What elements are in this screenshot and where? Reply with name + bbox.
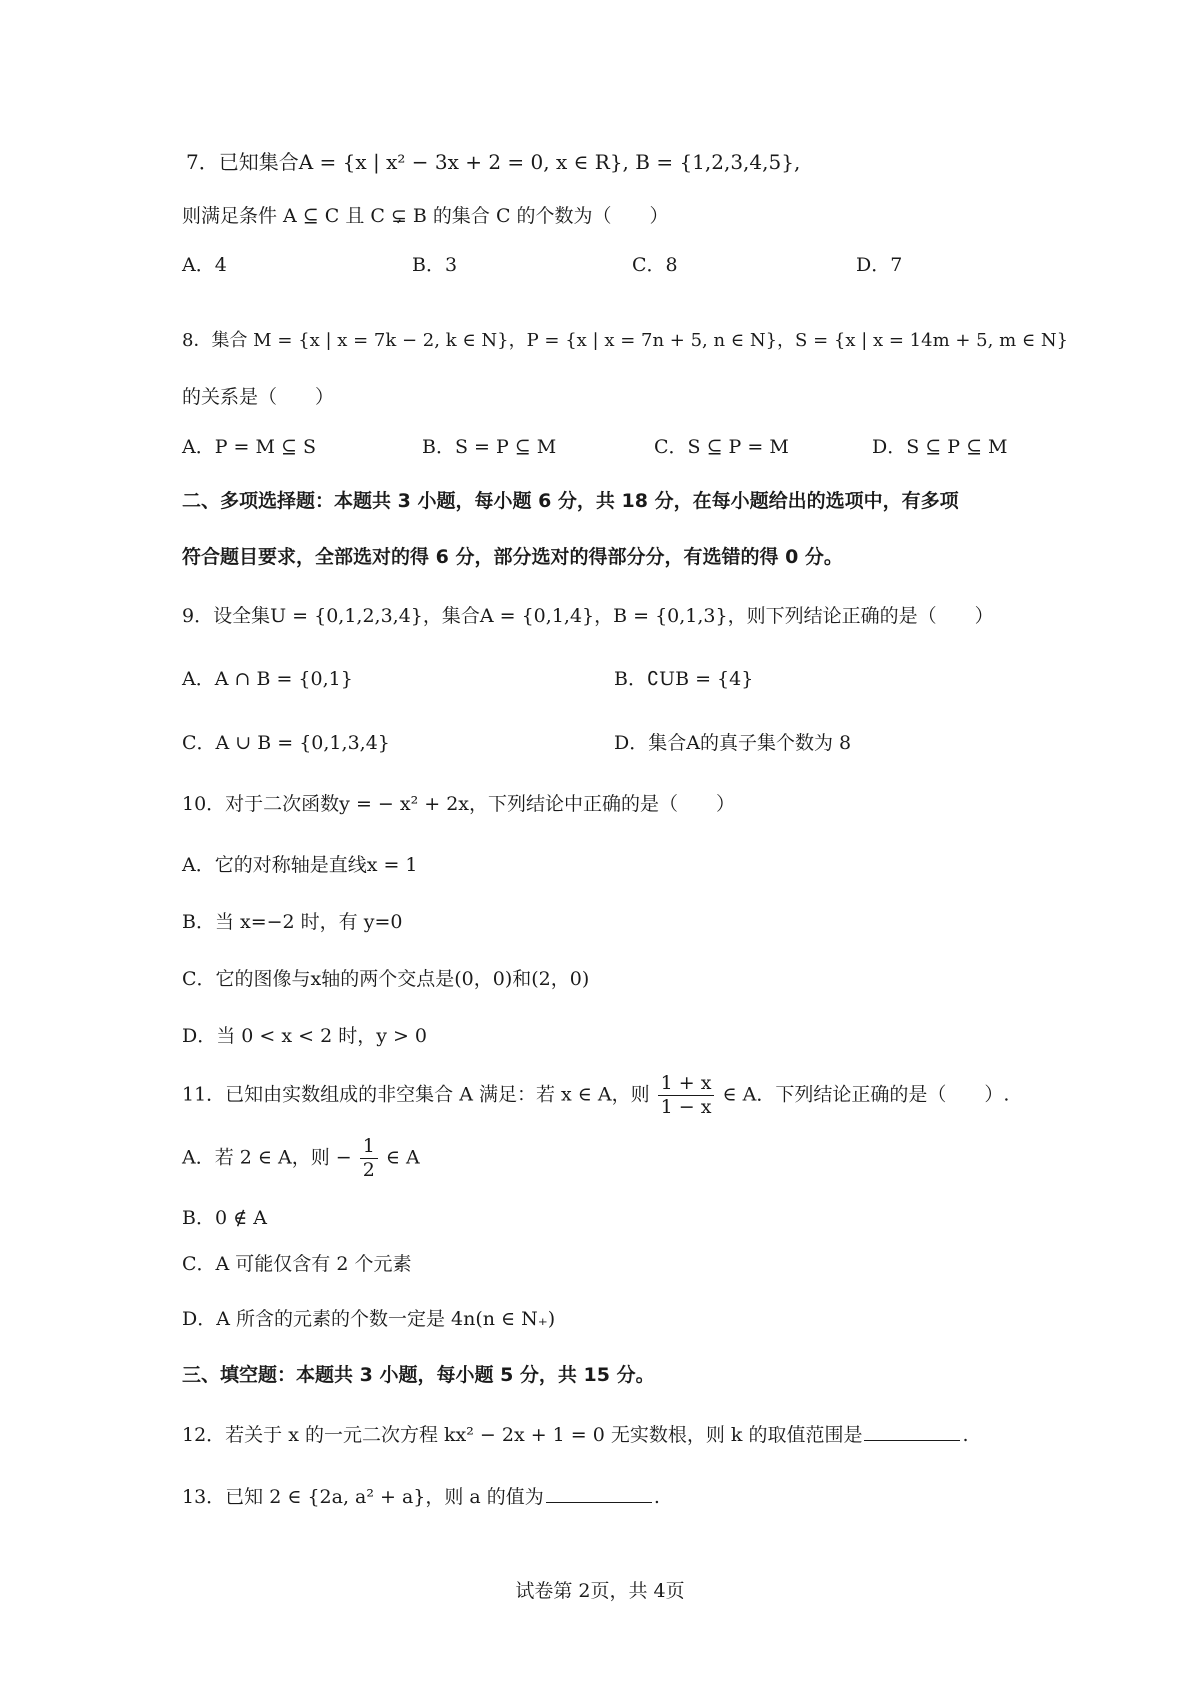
q12-answer-blank[interactable] [864,1422,960,1441]
q13-stem-post: . [653,1486,660,1508]
q11-option-a-pre: A．若 2 ∈ A，则 − [182,1146,352,1169]
section3-heading: 三、填空题：本题共 3 小题，每小题 5 分，共 15 分。 [182,1364,655,1386]
q11-fraction [658,1072,715,1119]
page-footer: 试卷第 2页，共 4页 [515,1580,685,1602]
q9-stem: 9．设全集U = {0,1,2,3,4}，集合A = {0,1,4}，B = {0,1,3}，则下列结论正确的是（ ） [182,605,994,627]
q7-stem-line2: 则满足条件 A ⊆ C 且 C ⊊ B 的集合 C 的个数为（ ） [182,205,669,227]
q11-option-d: D．A 所含的元素的个数一定是 4n(n ∈ N₊) [182,1308,556,1330]
q9-option-a: A．A ∩ B = {0,1} [182,668,353,690]
q7-option-a: A．4 [182,254,227,276]
q8-option-b: B．S = P ⊆ M [422,436,557,458]
q10-option-a: A．它的对称轴是直线x = 1 [182,854,418,876]
q12-stem-post: . [962,1424,969,1446]
q11-option-a-denominator: 2 [362,1158,375,1181]
q11-option-a-numerator: 1 [360,1135,378,1159]
q11-option-a [182,1135,420,1182]
q7-option-c: C．8 [632,254,678,276]
q11-option-a-post: ∈ A [385,1146,420,1169]
q13-stem-pre: 13．已知 2 ∈ {2a, a² + a}，则 a 的值为 [182,1486,544,1508]
q11-fraction-denominator: 1 − x [660,1095,712,1118]
q10-stem: 10．对于二次函数y = − x² + 2x，下列结论中正确的是（ ） [182,793,736,815]
q11-fraction-numerator: 1 + x [658,1072,715,1096]
q11-stem-post: ∈ A．下列结论正确的是（ ）. [722,1083,1010,1106]
section2-heading-line2: 符合题目要求，全部选对的得 6 分，部分选对的得部分分，有选错的得 0 分。 [182,546,843,568]
q12-stem-pre: 12．若关于 x 的一元二次方程 kx² − 2x + 1 = 0 无实数根，则 k 的取值范围是 [182,1424,863,1446]
q9-option-c: C．A ∪ B = {0,1,3,4} [182,732,390,754]
q12-stem [182,1422,969,1447]
q8-option-d: D．S ⊆ P ⊆ M [872,436,1008,458]
q9-option-b: B．∁UB = {4} [614,668,754,690]
q11-option-a-fraction [360,1135,378,1182]
q11-option-c: C．A 可能仅含有 2 个元素 [182,1253,412,1275]
section2-heading-line1: 二、多项选择题：本题共 3 小题，每小题 6 分，共 18 分，在每小题给出的选项中，有多项 [182,490,959,512]
q8-stem-line1: 8．集合 M = {x | x = 7k − 2, k ∈ N}，P = {x | x = 7n + 5, n ∈ N}，S = {x | x = 14m + 5, m ∈ N} [182,330,1069,351]
q10-option-b: B．当 x=−2 时，有 y=0 [182,911,403,933]
q11-stem-pre: 11．已知由实数组成的非空集合 A 满足：若 x ∈ A，则 [182,1083,650,1106]
q7-option-b: B．3 [412,254,458,276]
q10-option-c: C．它的图像与x轴的两个交点是(0，0)和(2，0) [182,968,590,990]
q13-answer-blank[interactable] [546,1484,652,1503]
q8-option-c: C．S ⊆ P = M [654,436,789,458]
q8-stem-line2: 的关系是（ ） [182,386,335,408]
q11-stem [182,1072,1009,1119]
q8-option-a: A．P = M ⊆ S [182,436,316,458]
q9-option-d: D．集合A的真子集个数为 8 [614,732,852,754]
q13-stem [182,1484,660,1509]
q7-option-d: D．7 [856,254,903,276]
q10-option-d: D．当 0 < x < 2 时，y > 0 [182,1025,428,1047]
q7-stem-line1: 7．已知集合A = {x | x² − 3x + 2 = 0, x ∈ R}, B = {1,2,3,4,5}, [186,150,801,174]
q11-option-b: B．0 ∉ A [182,1207,267,1229]
